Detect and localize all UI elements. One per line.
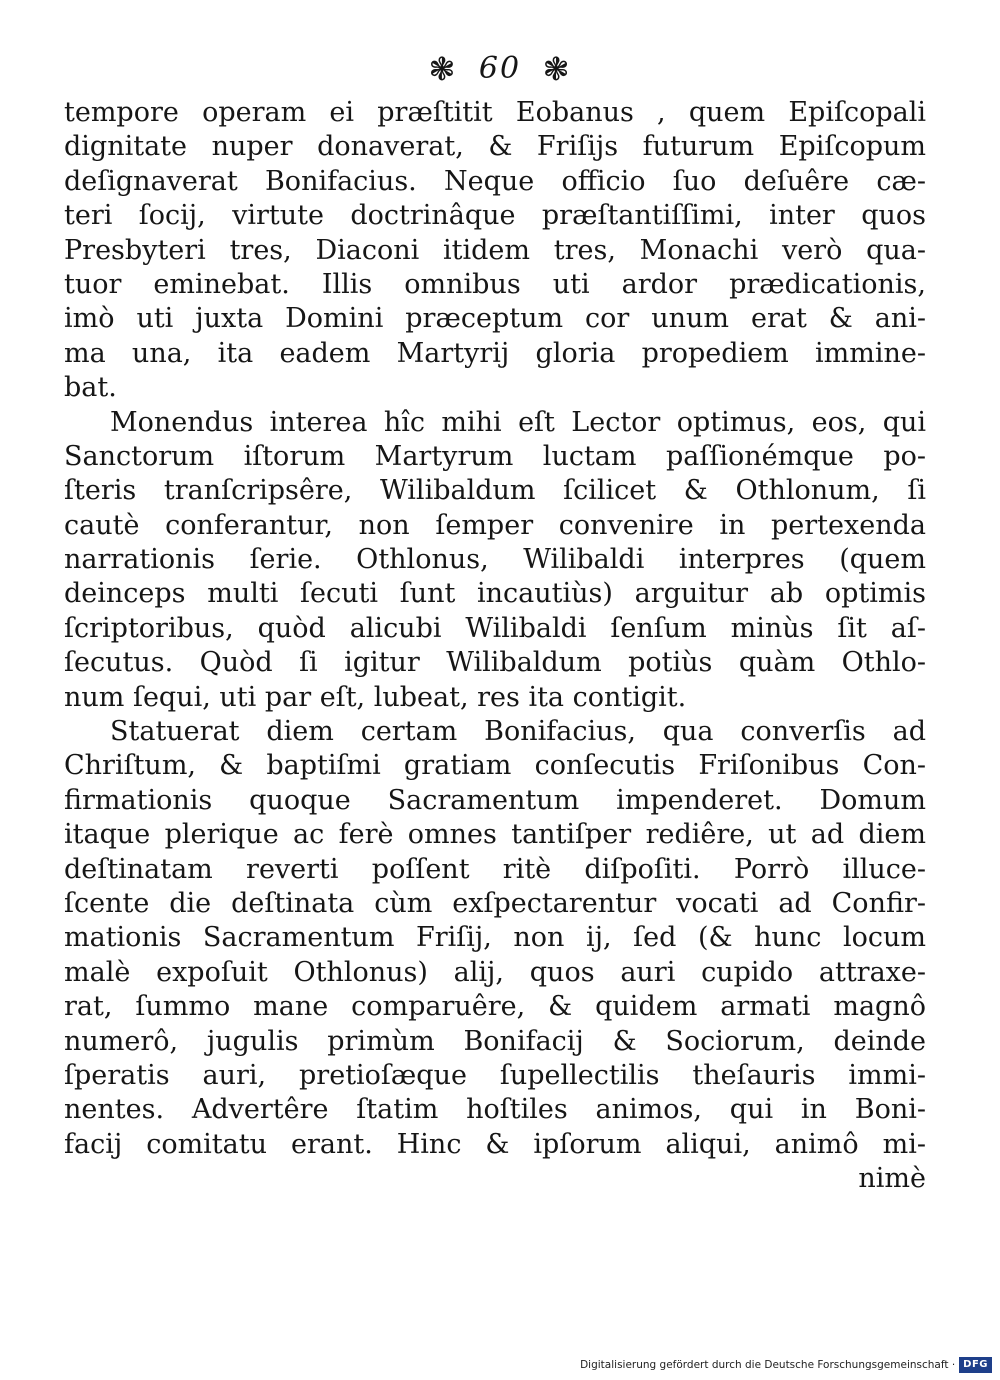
text-line: deſtinatam reverti poſſent ritè diſpoſiti. Porrò illuce- (64, 853, 926, 885)
text-line: ſperatis auri, pretioſæque ſupellectilis theſauris immi- (64, 1059, 926, 1091)
text-line: facij comitatu erant. Hinc & ipſorum aliqui, animô mi- (64, 1128, 926, 1160)
text-line: narrationis ſerie. Othlonus, Wilibaldi interpres (quem (64, 544, 926, 576)
footer-text: Digitalisierung gefördert durch die Deutsche Forschungsgemeinschaft · (580, 1359, 956, 1371)
text-line: imò uti juxta Domini præceptum cor unum erat & ani- (64, 303, 926, 335)
paragraph-first-line: Monendus interea hîc mihi eſt Lector optimus, eos, qui (110, 406, 926, 438)
text-line: ſcente die deſtinata cùm exſpectarentur vocati ad Confir- (64, 887, 926, 919)
fleuron-right-icon: ❃ (542, 50, 572, 88)
text-line: ſecutus. Quòd ſi igitur Wilibaldum potiùs quàm Othlo- (64, 647, 926, 679)
text-line: dignitate nuper donaverat, & Friſijs futurum Epiſcopum (64, 131, 926, 163)
paragraph-first-line: Statuerat diem certam Bonifacius, qua converſis ad (110, 716, 926, 748)
text-line: bat. (64, 372, 117, 404)
digitization-footer (580, 1356, 992, 1374)
text-line: deſignaverat Bonifacius. Neque officio ſuo deſuêre cæ- (64, 165, 926, 197)
text-line: teri ſocij, virtute doctrinâque præſtantiſſimi, inter quos (64, 200, 926, 232)
text-line: itaque plerique ac ferè omnes tantiſper rediêre, ut ad diem (64, 819, 926, 851)
text-line: ma una, ita eadem Martyrij gloria propediem immine- (64, 337, 926, 369)
text-line: deinceps multi ſecuti ſunt incautiùs) arguitur ab optimis (64, 578, 926, 610)
catchword: nimè (858, 1163, 926, 1195)
text-line: ſcriptoribus, quòd alicubi Wilibaldi ſenſum minùs ſit aſ- (64, 612, 926, 644)
text-line: rat, ſummo mane comparuêre, & quidem armati magnô (64, 991, 926, 1023)
text-line: tuor eminebat. Illis omnibus uti ardor prædicationis, (64, 268, 926, 300)
text-line: tempore operam ei præſtitit Eobanus , quem Epiſcopali (64, 97, 926, 128)
fleuron-left-icon: ❃ (428, 50, 458, 88)
dfg-logo: DFG (959, 1357, 992, 1373)
page-number: 60 (478, 51, 522, 86)
body-text (64, 96, 926, 1197)
text-line: malè expoſuit Othlonus) alij, quos auri cupido attraxe- (64, 956, 926, 988)
text-line: Presbyteri tres, Diaconi itidem tres, Monachi verò qua- (64, 234, 926, 266)
text-line: firmationis quoque Sacramentum impenderet. Domum (64, 784, 926, 816)
text-line: num ſequi, uti par eſt, lubeat, res ita contigit. (64, 681, 687, 713)
text-line: mationis Sacramentum Friſij, non ij, ſed (& hunc locum (64, 922, 926, 954)
text-line: Chriſtum, & baptiſmi gratiam conſecutis Friſonibus Con- (64, 750, 926, 782)
text-line: cautè conferantur, non ſemper convenire in pertexenda (64, 509, 926, 541)
text-line: numerô, jugulis primùm Bonifacij & Sociorum, deinde (64, 1025, 926, 1057)
text-line: Sanctorum iſtorum Martyrum luctam paſſionémque po- (64, 440, 926, 472)
text-line: nentes. Advertêre ſtatim hoſtiles animos, qui in Boni- (64, 1094, 926, 1126)
page-header (0, 44, 1000, 92)
text-line: ſteris tranſcripsêre, Wilibaldum ſcilicet & Othlonum, ſi (64, 475, 926, 507)
